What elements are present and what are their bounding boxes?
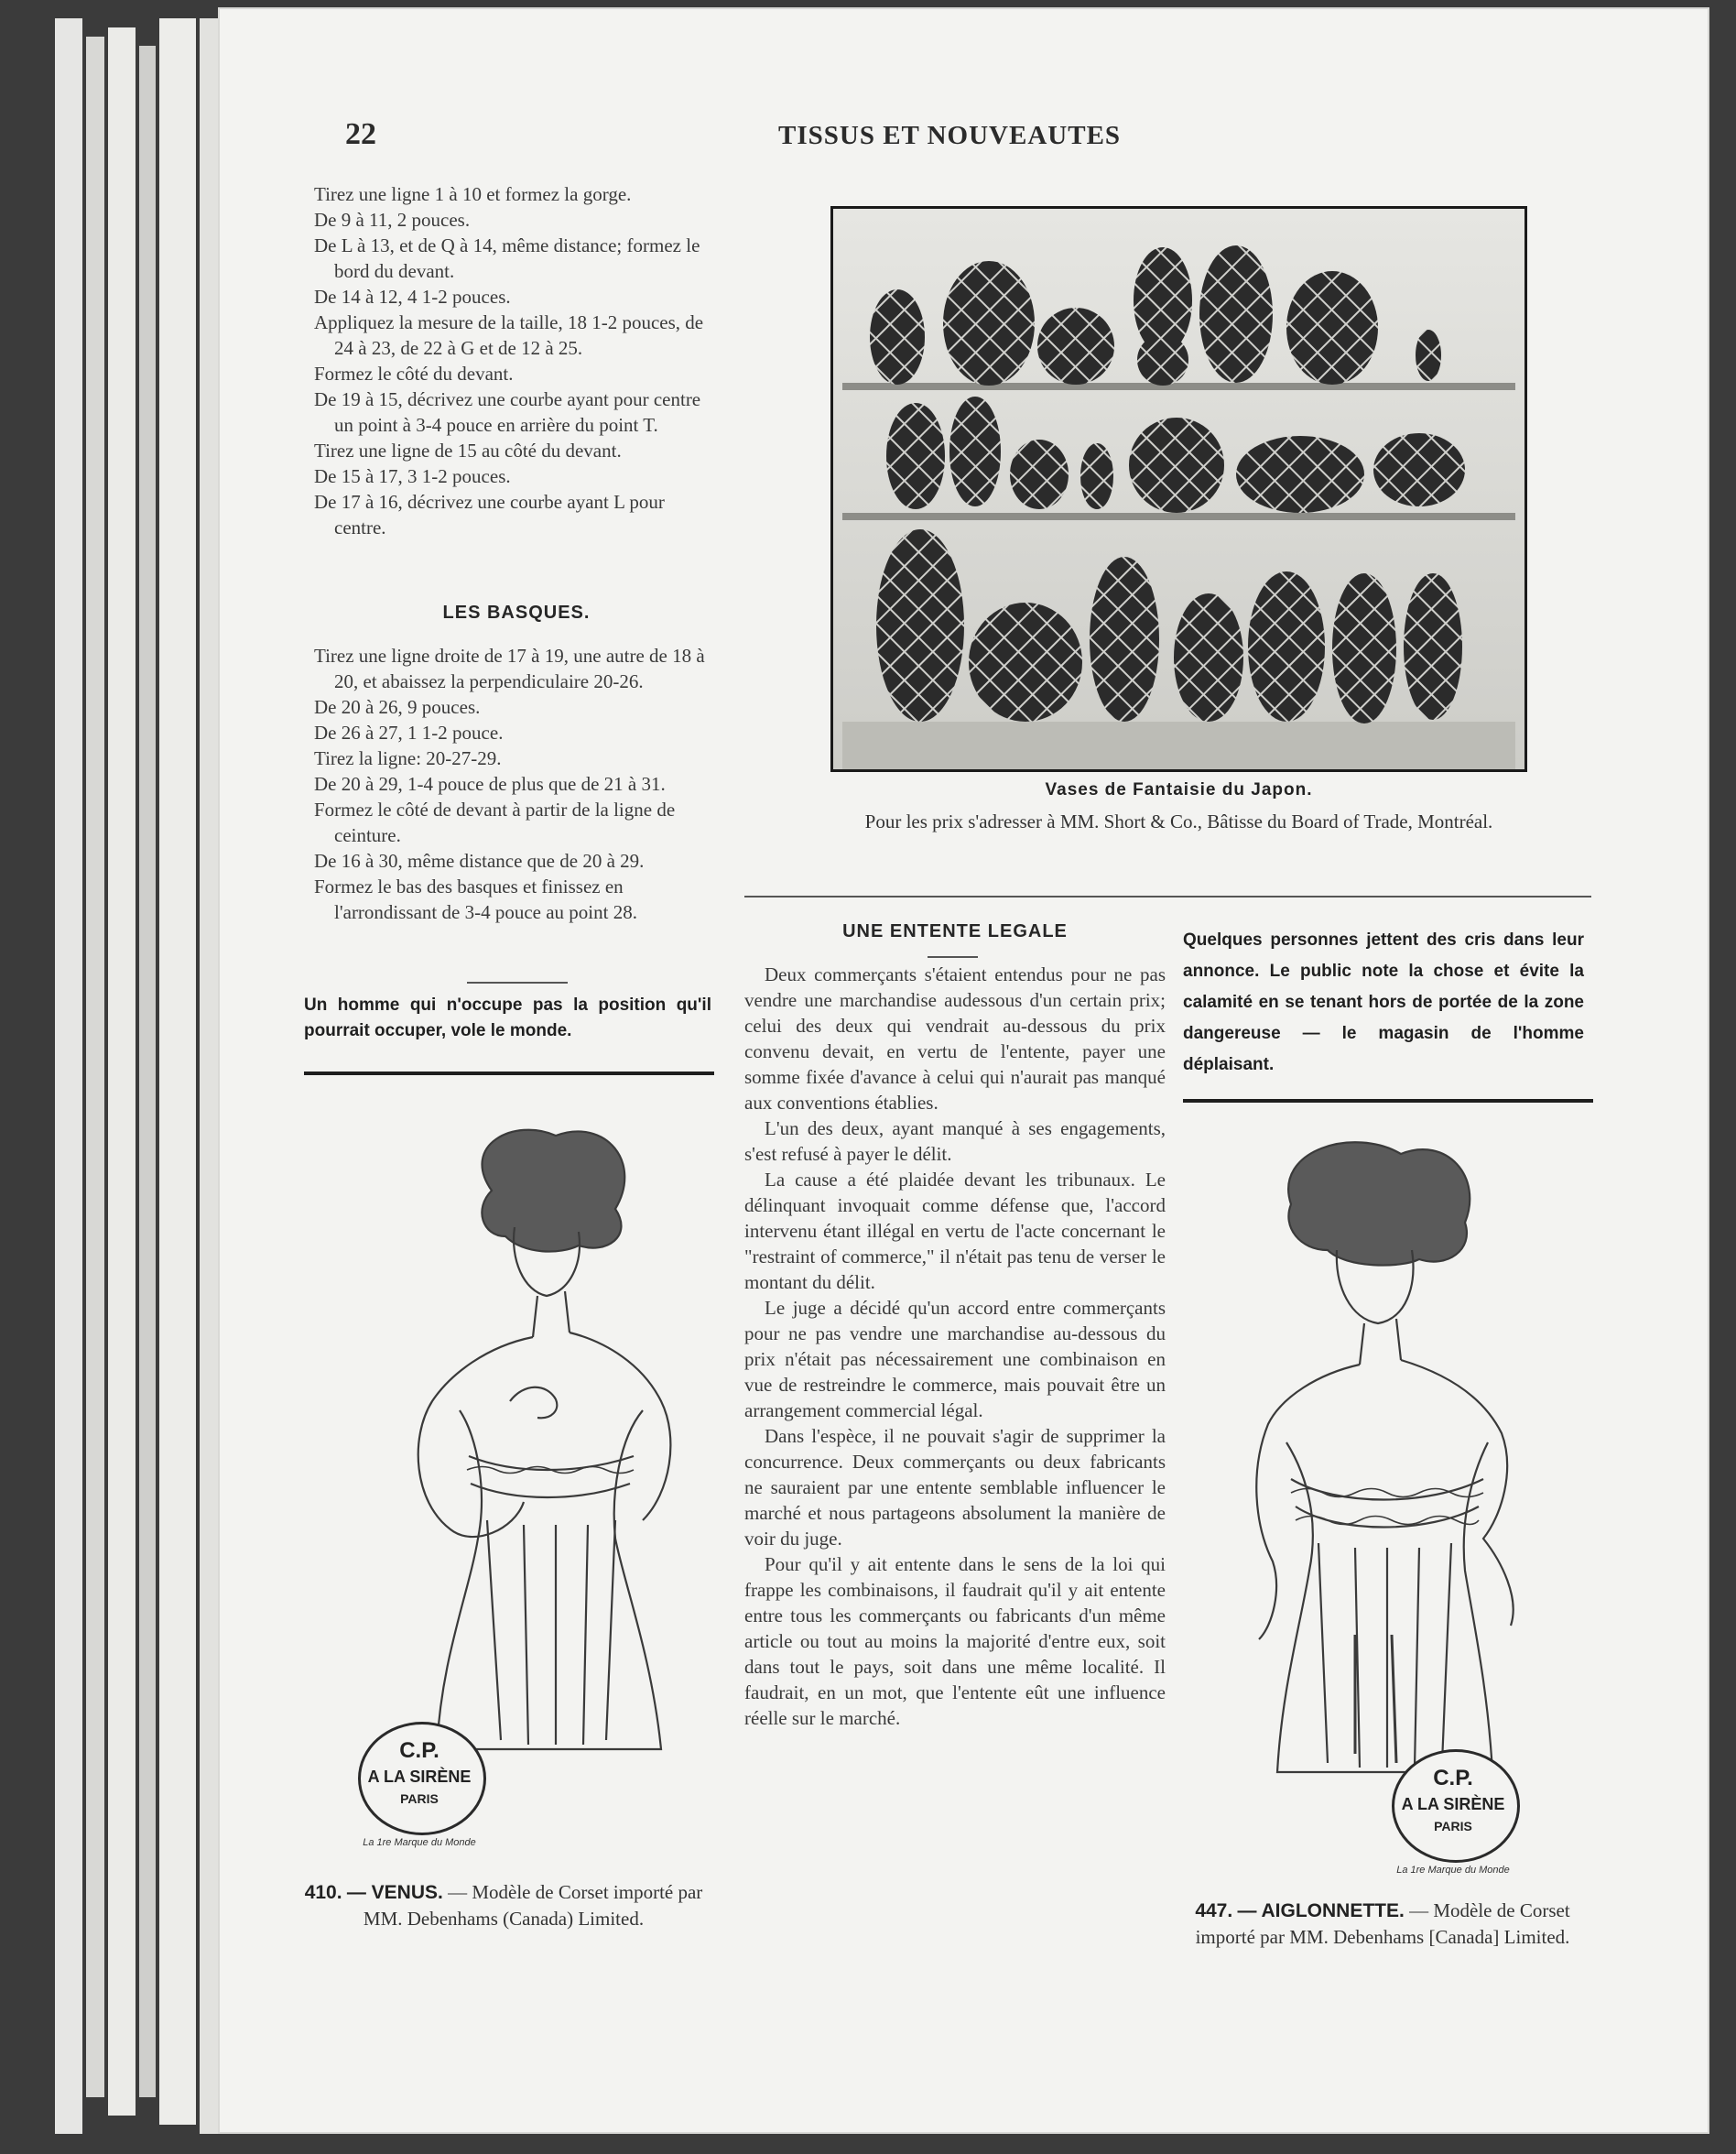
maxim-text: Un homme qui n'occupe pas la position qu'il pourrait occuper, vole le monde. <box>304 995 711 1040</box>
instruction-line: De 17 à 16, décrivez une courbe ayant L pour centre. <box>314 491 665 538</box>
short-divider <box>467 982 568 984</box>
article-paragraph: Le juge a décidé qu'un accord entre commerçants pour ne pas vendre une marchandise au-dessous du prix n'était pas nécessairement une combinaison en vue de restreindre le commerce, mais pouvait être un arrangement commercial légal. <box>744 1297 1166 1421</box>
instruction-line: De 14 à 12, 4 1-2 pouces. <box>314 286 511 308</box>
article-heading-underline <box>928 956 978 958</box>
sirene-logo-right <box>1384 1749 1522 1887</box>
vases-photograph <box>830 206 1527 772</box>
horizontal-divider <box>744 896 1591 898</box>
instruction-line: De 26 à 27, 1 1-2 pouce. <box>314 722 504 744</box>
instruction-line: De 19 à 15, décrivez une courbe ayant pour centre un point à 3-4 pouce en arrière du point T. <box>314 388 701 436</box>
article-paragraph: Deux commerçants s'étaient entendus pour ne pas vendre une marchandise audessous d'un certain prix; celui des deux qui vendrait au-dessous du prix convenu devait, en vertu de l'entente, payer une somme fixée d'avance à celui qui n'aurait pas manqué aux conventions établies. <box>744 963 1166 1114</box>
logo-line2: A LA SIRÈNE <box>367 1768 472 1786</box>
instruction-line: De 15 à 17, 3 1-2 pouces. <box>314 465 511 487</box>
vases-caption-title: Vases de Fantaisie du Japon. <box>1045 780 1313 800</box>
article-paragraph: L'un des deux, ayant manqué à ses engagements, s'est refusé à payer le délit. <box>744 1117 1166 1165</box>
logo-line1: C.P. <box>399 1738 439 1763</box>
instruction-line: De 20 à 29, 1-4 pouce de plus que de 21 à 31. <box>314 773 666 795</box>
instruction-line: De 20 à 26, 9 pouces. <box>314 696 481 718</box>
instruction-line: De L à 13, et de Q à 14, même distance; formez le bord du devant. <box>314 234 700 282</box>
pattern-instructions-part1 <box>314 181 719 540</box>
logo-line2: A LA SIRÈNE <box>1401 1795 1505 1813</box>
page-number: 22 <box>345 117 376 151</box>
instruction-line: Tirez une ligne droite de 17 à 19, une autre de 18 à 20, et abaissez la perpendiculaire 20-26. <box>314 645 705 692</box>
vases-illustration <box>833 209 1524 769</box>
corset-aiglonnette-illustration <box>1172 1131 1593 1891</box>
magazine-page <box>220 9 1708 2132</box>
instruction-line: Appliquez la mesure de la taille, 18 1-2 pouces, de 24 à 23, de 22 à G et de 12 à 25. <box>314 311 704 359</box>
logo-line3: PARIS <box>1434 1819 1472 1833</box>
figure-name: AIGLONNETTE. <box>1261 1900 1405 1921</box>
figure-description: Modèle de Corset importé par MM. Debenhams [Canada] Limited. <box>1195 1899 1570 1948</box>
article-heading: UNE ENTENTE LEGALE <box>842 921 1068 941</box>
article-body <box>744 962 1166 1731</box>
article-paragraph: Pour qu'il y ait entente dans le sens de la loi qui frappe les combinaisons, il faudrait qu'il y ait entente entre tous les commerçants ou fabricants d'un même article ou tout au moins la majorité d'entre eux, soit dans tout le pays, soit dans une même localité. Il faudrait, en un mot, que l'entente eût une influence réelle sur le marché. <box>744 1553 1166 1729</box>
instruction-line: De 16 à 30, même distance que de 20 à 29. <box>314 850 645 872</box>
sirene-logo-left <box>351 1722 488 1859</box>
figure-description: Modèle de Corset importé par MM. Debenhams (Canada) Limited. <box>363 1881 703 1930</box>
instruction-line: Tirez la ligne: 20-27-29. <box>314 747 502 769</box>
article-paragraph: Dans l'espèce, il ne pouvait s'agir de supprimer la concurrence. Deux commerçants ou deux fabricants ne sauraient par une entente semblable influencer le marché et nous partageons absolument la manière de voir du juge. <box>744 1425 1166 1550</box>
logo-line3: PARIS <box>400 1791 439 1806</box>
running-title: TISSUS ET NOUVEAUTES <box>778 121 1122 150</box>
vases-caption-text: Pour les prix s'adresser à MM. Short & Co., Bâtisse du Board of Trade, Montréal. <box>864 810 1493 832</box>
pattern-instructions-part2 <box>314 643 719 925</box>
logo-arc-text: La 1re Marque du Monde <box>363 1837 476 1848</box>
logo-arc-text: La 1re Marque du Monde <box>1396 1865 1510 1876</box>
figure-caption-left: 410. — VENUS. — Modèle de Corset importé par MM. Debenhams (Canada) Limited. <box>304 1881 703 1930</box>
section-heading-basques: LES BASQUES. <box>442 603 591 623</box>
figure-caption-right: 447. — AIGLONNETTE. — Modèle de Corset importé par MM. Debenhams [Canada] Limited. <box>1195 1899 1570 1948</box>
notice-divider-thick <box>1183 1099 1593 1103</box>
instruction-line: De 9 à 11, 2 pouces. <box>314 209 471 231</box>
logo-line1: C.P. <box>1433 1766 1473 1790</box>
figure-name: VENUS. <box>371 1882 443 1903</box>
column-divider-thick <box>304 1072 714 1075</box>
instruction-line: Tirez une ligne 1 à 10 et formez la gorge. <box>314 183 632 205</box>
instruction-line: Formez le côté du devant. <box>314 363 514 385</box>
figure-number: 447. <box>1195 1900 1233 1921</box>
figure-number: 410. <box>304 1882 342 1903</box>
right-notice: Quelques personnes jettent des cris dans leur annonce. Le public note la chose et évite la calamité en se tenant hors de portée de la zone dangereuse — le magasin de l'homme déplaisant. <box>1183 930 1584 1074</box>
book-page-edges <box>55 18 224 2134</box>
instruction-line: Formez le côté de devant à partir de la ligne de ceinture. <box>314 799 676 846</box>
instruction-line: Formez le bas des basques et finissez en l'arrondissant de 3-4 pouce au point 28. <box>314 876 637 923</box>
article-paragraph: La cause a été plaidée devant les tribunaux. Le délinquant invoquait comme défense que, l'accord intervenu étant illégal en vertu de l'acte concernant le "restraint of commerce," il n'était pas tenu de verser le montant du délit. <box>744 1169 1166 1293</box>
instruction-line: Tirez une ligne de 15 au côté du devant. <box>314 440 622 462</box>
